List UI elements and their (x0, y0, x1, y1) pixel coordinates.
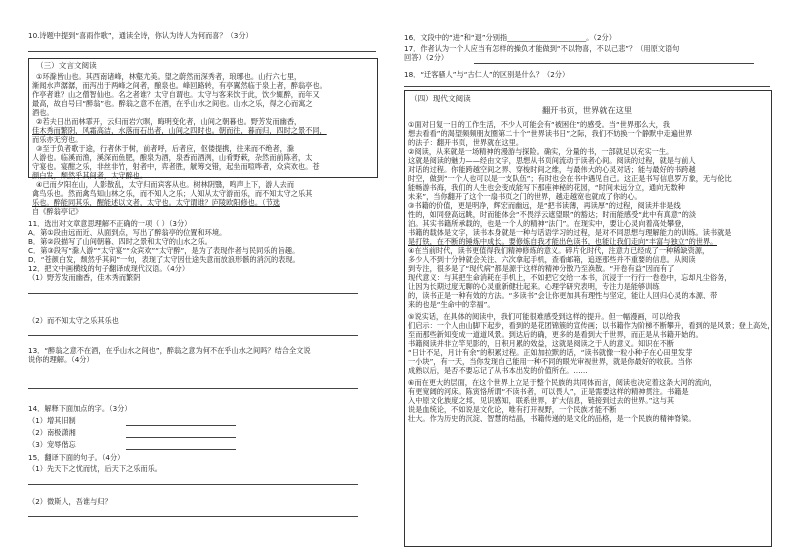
article-line: 现代意义：与其把生命消耗在手机上，不如把它交给一本书，沉浸于一行行一卷卷中，忘却凡尘俗务， (408, 273, 732, 282)
q14-item: （3）宠辱偕忘 (28, 440, 76, 449)
article-line: ②阅读，从来就是一场精神的漫游与探险。确实，分量的书，一部就足以充实一生。 (408, 147, 674, 156)
answer-line (28, 293, 358, 294)
question-17-cont: 回答）（2分） (404, 53, 449, 62)
article-title: 翻开书页，世界就在这里 (541, 106, 633, 115)
article-line: 能畅游书海，我们的人生也会变成能写下那座神秘的花园，“时间未远分立，通向无数种 (408, 183, 685, 192)
article-line: 至而那些新知变成一道道风景。到达后的确，更多的是看到大千世界，而正是从书籍开始的。 (408, 330, 703, 339)
article-line: 泊。其实书籍所承载的，也是一个人的精神“法门”。在现实中，要让心灵向着高处攀登， (408, 219, 689, 228)
question-15: 15．翻译下面的句子。（4分） (28, 453, 125, 462)
passage-line: ②若夫日出而林霏开，云归而岩穴暝，晦明变化者，山间之朝暮也。野芳发而幽香， (36, 117, 302, 126)
question-15-1: （1）先天下之忧而忧，后天下之乐而乐。 (28, 464, 162, 473)
blank-line (126, 425, 236, 426)
passage-line: 自《醉翁亭记》 (32, 207, 83, 216)
question-14: 14．解释下面加点的字。（3分） (28, 404, 132, 413)
article-line: 性的，如同登高远眺，时而能体会“不畏浮云遮望眼”的豁达；时而能感受“此中有真意”的淡 (408, 210, 697, 219)
passage-line: 酒也。 (32, 108, 54, 117)
passage-line: ③至于负者歌于途，行者休于树，前者呼，后者应，伛偻提携，往来而不绝者，滁 (36, 144, 295, 153)
article-line: 时空，做到“一个人也可以是一支队伍”；有时也会在书中遇见自己。这正是书写信息罗万象，无与伦比 (408, 174, 732, 183)
answer-line (28, 484, 358, 485)
article-line: ③书籍的价值，更是明净，辉宏而幽远，是“把书读薄，再读厚”的过程，阅读并非是线 (408, 201, 681, 210)
article-line: ⑥而在更大的层面，在这个世界上立足于整个民族的共同体而言，阅读也决定着这条大河的流向， (408, 378, 717, 387)
question-12-2: （2）而不知太守之乐其乐也 (28, 316, 119, 325)
article-line: ①面对日复一日的工作生活，不少人可能会有“被困住”的感受。当“世界那么大，我 (408, 120, 670, 129)
question-16: 16．文段中的“进”和“退”分别指______________________。（2分） (404, 33, 616, 42)
blank-line (126, 449, 236, 450)
article-line: 多少人不到十分钟就会关注、六次拿起手机，查看邮箱，追逐那些并不重要的信息。从阅读 (408, 255, 696, 264)
article-line: 成熟以后，是否不要忘记了从书本出发的价值所在。…… (408, 366, 588, 375)
article-line: 壮大。作为历史的沉淀、智慧的结晶，书籍传递的是文化的品格，是一个民族的精神脊梁。 (408, 414, 696, 423)
article-line: 让因为长期过度无聊的心灵重新健壮起来。心理学研究表明，专注力是能够训练 (408, 282, 660, 291)
article-line: 是打铁，在不断的锤炼中成长。要修炼自我才能出色读书，也能让我们走向“丰富与独立”的世界。 (408, 237, 718, 246)
question-18: 18．“迁客骚人”与“古仁人”的区别是什么？（2分） (404, 70, 570, 79)
option-c: C．第③段写“滁人游”“太守宴”“众宾欢”“太守醉”，是为了表现作者与民同乐的旨趣。 (28, 246, 300, 255)
answer-line (404, 86, 770, 87)
question-15-2: （2）微斯人，吾谁与归？ (28, 497, 112, 506)
passage-line: 禽鸟乐也。然而禽鸟知山林之乐，而不知人之乐；人知从太守游而乐，而不知太守之乐其 (32, 189, 313, 198)
passage-line: 渐闻水声潺潺，而泻出于两峰之间者，酿泉也。峰回路转，有亭翼然临于泉上者，醉翁亭也。 (32, 81, 327, 90)
question-17: 17．作者认为一个人应当有怎样的操负才能做到“不以物喜，不以己悲”？（用原文语句 (404, 44, 680, 53)
blank-line (126, 437, 236, 438)
passage-line: 颜白发，颓然乎其间者，太守醉也。 (32, 171, 148, 180)
article-line: “日计不足，月计有余”的积累过程。正如加拉默的话，“读书就像一粒小种子在心田里发芽 (408, 348, 693, 357)
article-line: 来的也是“生命中的幸福”。 (408, 300, 495, 309)
article-line: 们启示：一个人由山脚下起步，看到的是花团锦簇的宣传画；以书籍作为阶梯不断攀升，看到的是风景；登上高处， (408, 321, 775, 330)
answer-line (28, 51, 376, 52)
q14-item: （1）增其旧制 (28, 416, 76, 425)
passage-line: ①环滁皆山也。其西南诸峰，林壑尤美。望之蔚然而深秀者，琅琊也。山行六七里， (36, 72, 302, 81)
article-line: 的法子：翻开书页，世界就在这里。 (408, 138, 524, 147)
article-line: 未来”，当你翻开了这个一扇书页之门的世界，越走越宽也就成了你的心。 (408, 192, 642, 201)
article-line: 到专注，很多是了“现代病”都是源于这样的精神分散乃至涣散。“开卷有益”因而有了 (408, 264, 675, 273)
article-line: ⑤说实话，在具体的阅读中，我们可能很难感受到这样的提升。但一幅漫画，可以给我 (408, 312, 681, 321)
article-line: 这就是阅读的魅力——经由文字，思想从书页间流动于读者心间。阅读的过程，就是与前人 (408, 156, 696, 165)
section-4-title: （四）现代文阅读 (410, 94, 471, 103)
passage-line: 作亭者谁？山之僧智仙也。名之者谁？太守自谓也。太守与客来饮于此，饮少辄醉，而年又 (32, 90, 320, 99)
question-10: 10.诗题中提到“喜雨作歌”，通读全诗，你认为诗人为何而喜？（3分） (28, 31, 253, 40)
option-d: D．“苍颜白发，颓然乎其间”一句，表现了太守因仕途失意而放浪形骸的消沉的表现。 (28, 255, 300, 264)
passage-line: 人游也。临溪而渔，溪深而鱼肥，酿泉为酒，泉香而酒洌，山肴野蔌，杂然而前陈者，太 (32, 153, 313, 162)
section-3-title: （三）文言文阅读 (36, 61, 97, 70)
question-12: 12．把文中画横线的句子翻译成现代汉语。（4分） (28, 264, 190, 273)
article-line: 有更宽阔的河床。陈寅恪所谓“不读书者，可以畏人”，正是需要这样的精神贯注。书籍是 (408, 387, 689, 396)
question-13: 13．“醉翁之意不在酒，在乎山水之间也”，醉翁之意为何不在乎山水之间吗？结合全文说 (28, 346, 311, 355)
q14-item: （2）南极潇湘 (28, 428, 76, 437)
article-line: 想去看看”的渴望频频朋友圈第二十个“世界读书日”之际，我们不妨换一个静默中走遍世界 (408, 129, 693, 138)
answer-line (28, 516, 358, 517)
question-12-1: （1）野芳发而幽香，佳木秀而繁阴 (28, 273, 141, 282)
article-line: 的，读书正是一种有效的方法。“多读书”会让你更加具有理性与坚定，能让人回归心灵的本源、带 (408, 291, 718, 300)
passage-line: 佳木秀而繁阴，风霜高洁，水落而石出者，山间之四时也。朝而往，暮而归，四时之景不同， (32, 126, 327, 135)
question-11: 11．选出对文章意思理解不正确的一项（ ）（3分） (28, 219, 192, 228)
option-a: A．第①段由远而近、从面到点，写出了醉翁亭的位置和环境。 (28, 228, 227, 237)
article-line: 一小块”，有一天，当你发现自己能用一种不同的眼光审视世界，就是你最好的收获。当你 (408, 357, 693, 366)
article-line: 书籍阅读并非立竿见影的，日积月累的效益，这就是阅读之于人的意义。知识在不断 (408, 339, 674, 348)
question-13-cont: 说你的理解。（4分） (28, 355, 94, 364)
answer-line (474, 63, 754, 64)
answer-line (28, 335, 358, 336)
article-line: 对话的过程。你能跨越空间之界、穿梭时间之维，与最伟大的心灵对话；能与最好的书跨越 (408, 165, 696, 174)
article-line: ④在当前时代，读书更值得我们精神修炼的意义。碎片化时代，注意力已经成了一种稀缺资源， (408, 246, 710, 255)
passage-line: 而乐亦无穷也。 (32, 135, 83, 144)
article-line: 书籍的载体是文字，读书本身就是一种与话语学习的过程，是对不同思想与理解能力的训练。读书就是 (408, 228, 732, 237)
option-b: B．第②段描写了山间朝暮、四时之景和太守的山水之乐。 (28, 237, 212, 246)
article-line: 说是血统论，不如说是文化论，唯有打开视野，一个民族才能不断 (408, 405, 617, 414)
passage-line: 最高，故自号曰“醉翁”也。醉翁之意不在酒，在乎山水之间也。山水之乐，得之心而寓之 (32, 99, 313, 108)
passage-line: ④已而夕阳在山，人影散乱，太守归而宾客从也。树林阴翳，鸣声上下，游人去而 (36, 180, 295, 189)
passage-line: 守宴也。宴酣之乐，非丝非竹，射者中，弈者胜，觥筹交错，起坐而喧哗者，众宾欢也。苍 (32, 162, 320, 171)
passage-line: 乐也。醉能同其乐，醒能述以文者，太守也。太守谓谁？庐陵欧阳修也。（节选 (32, 198, 280, 207)
answer-line (28, 388, 358, 389)
article-line: 入中原文化族度之邦，见识感知，联系世界，扩大信息，链接到过去的世界。”这与其 (408, 396, 675, 405)
